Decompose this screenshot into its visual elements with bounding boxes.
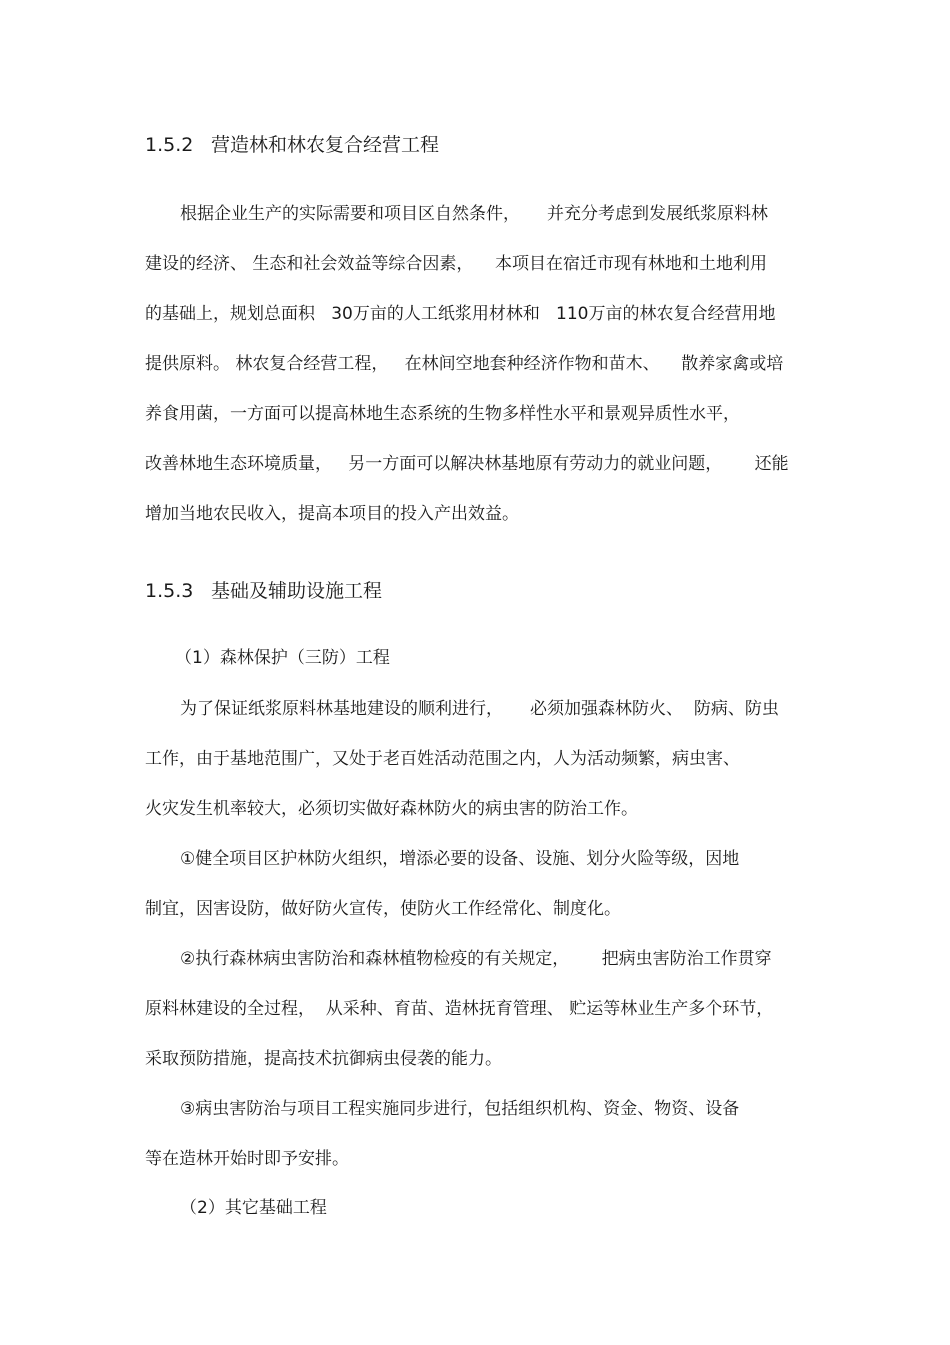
section-title: 营造林和林农复合经营工程 — [211, 134, 440, 156]
section-heading-1-5-2 — [145, 130, 439, 157]
list-item-line: 等在造林开始时即予安排。 — [145, 1149, 349, 1169]
list-item-line: ③病虫害防治与项目工程实施同步进行，包括组织机构、资金、物资、设备 — [180, 1099, 740, 1119]
paragraph-line: 养食用菌，一方面可以提高林地生态系统的生物多样性水平和景观异质性水平， — [145, 404, 740, 424]
subheading-forest-protection: （1）森林保护（三防）工程 — [175, 648, 390, 668]
paragraph-line: 为了保证纸浆原料林基地建设的顺利进行， 必须加强森林防火、 防病、防虫 — [180, 699, 779, 719]
paragraph-line: 的基础上，规划总面积 30万亩的人工纸浆用材林和 110万亩的林农复合经营用地 — [145, 304, 776, 324]
paragraph-line: 增加当地农民收入，提高本项目的投入产出效益。 — [145, 504, 519, 524]
paragraph-line: 根据企业生产的实际需要和项目区自然条件， 并充分考虑到发展纸浆原料林 — [180, 204, 769, 224]
paragraph-line: 建设的经济、 生态和社会效益等综合因素， 本项目在宿迁市现有林地和土地利用 — [145, 254, 768, 274]
section-heading-1-5-3 — [145, 576, 382, 603]
list-item-line: 采取预防措施，提高技术抗御病虫侵袭的能力。 — [145, 1049, 502, 1069]
paragraph-line: 提供原料。 林农复合经营工程， 在林间空地套种经济作物和苗木、 散养家禽或培 — [145, 354, 784, 374]
list-item-line: 制宜，因害设防，做好防火宣传，使防火工作经常化、制度化。 — [145, 899, 621, 919]
section-number: 1.5.3 — [145, 580, 194, 602]
list-item-line: ②执行森林病虫害防治和森林植物检疫的有关规定， 把病虫害防治工作贯穿 — [180, 949, 772, 969]
paragraph-line: 改善林地生态环境质量， 另一方面可以解决林基地原有劳动力的就业问题， 还能 — [145, 454, 789, 474]
section-title: 基础及辅助设施工程 — [211, 580, 383, 602]
list-item-line: ①健全项目区护林防火组织，增添必要的设备、设施、划分火险等级，因地 — [180, 849, 740, 869]
paragraph-line: 火灾发生机率较大，必须切实做好森林防火的病虫害的防治工作。 — [145, 799, 638, 819]
list-item-line: 原料林建设的全过程， 从采种、育苗、造林抚育管理、 贮运等林业生产多个环节， — [145, 999, 774, 1019]
paragraph-line: 工作，由于基地范围广，又处于老百姓活动范围之内，人为活动频繁，病虫害、 — [145, 749, 740, 769]
section-number: 1.5.2 — [145, 134, 194, 156]
subheading-other-infrastructure: （2）其它基础工程 — [180, 1198, 327, 1218]
